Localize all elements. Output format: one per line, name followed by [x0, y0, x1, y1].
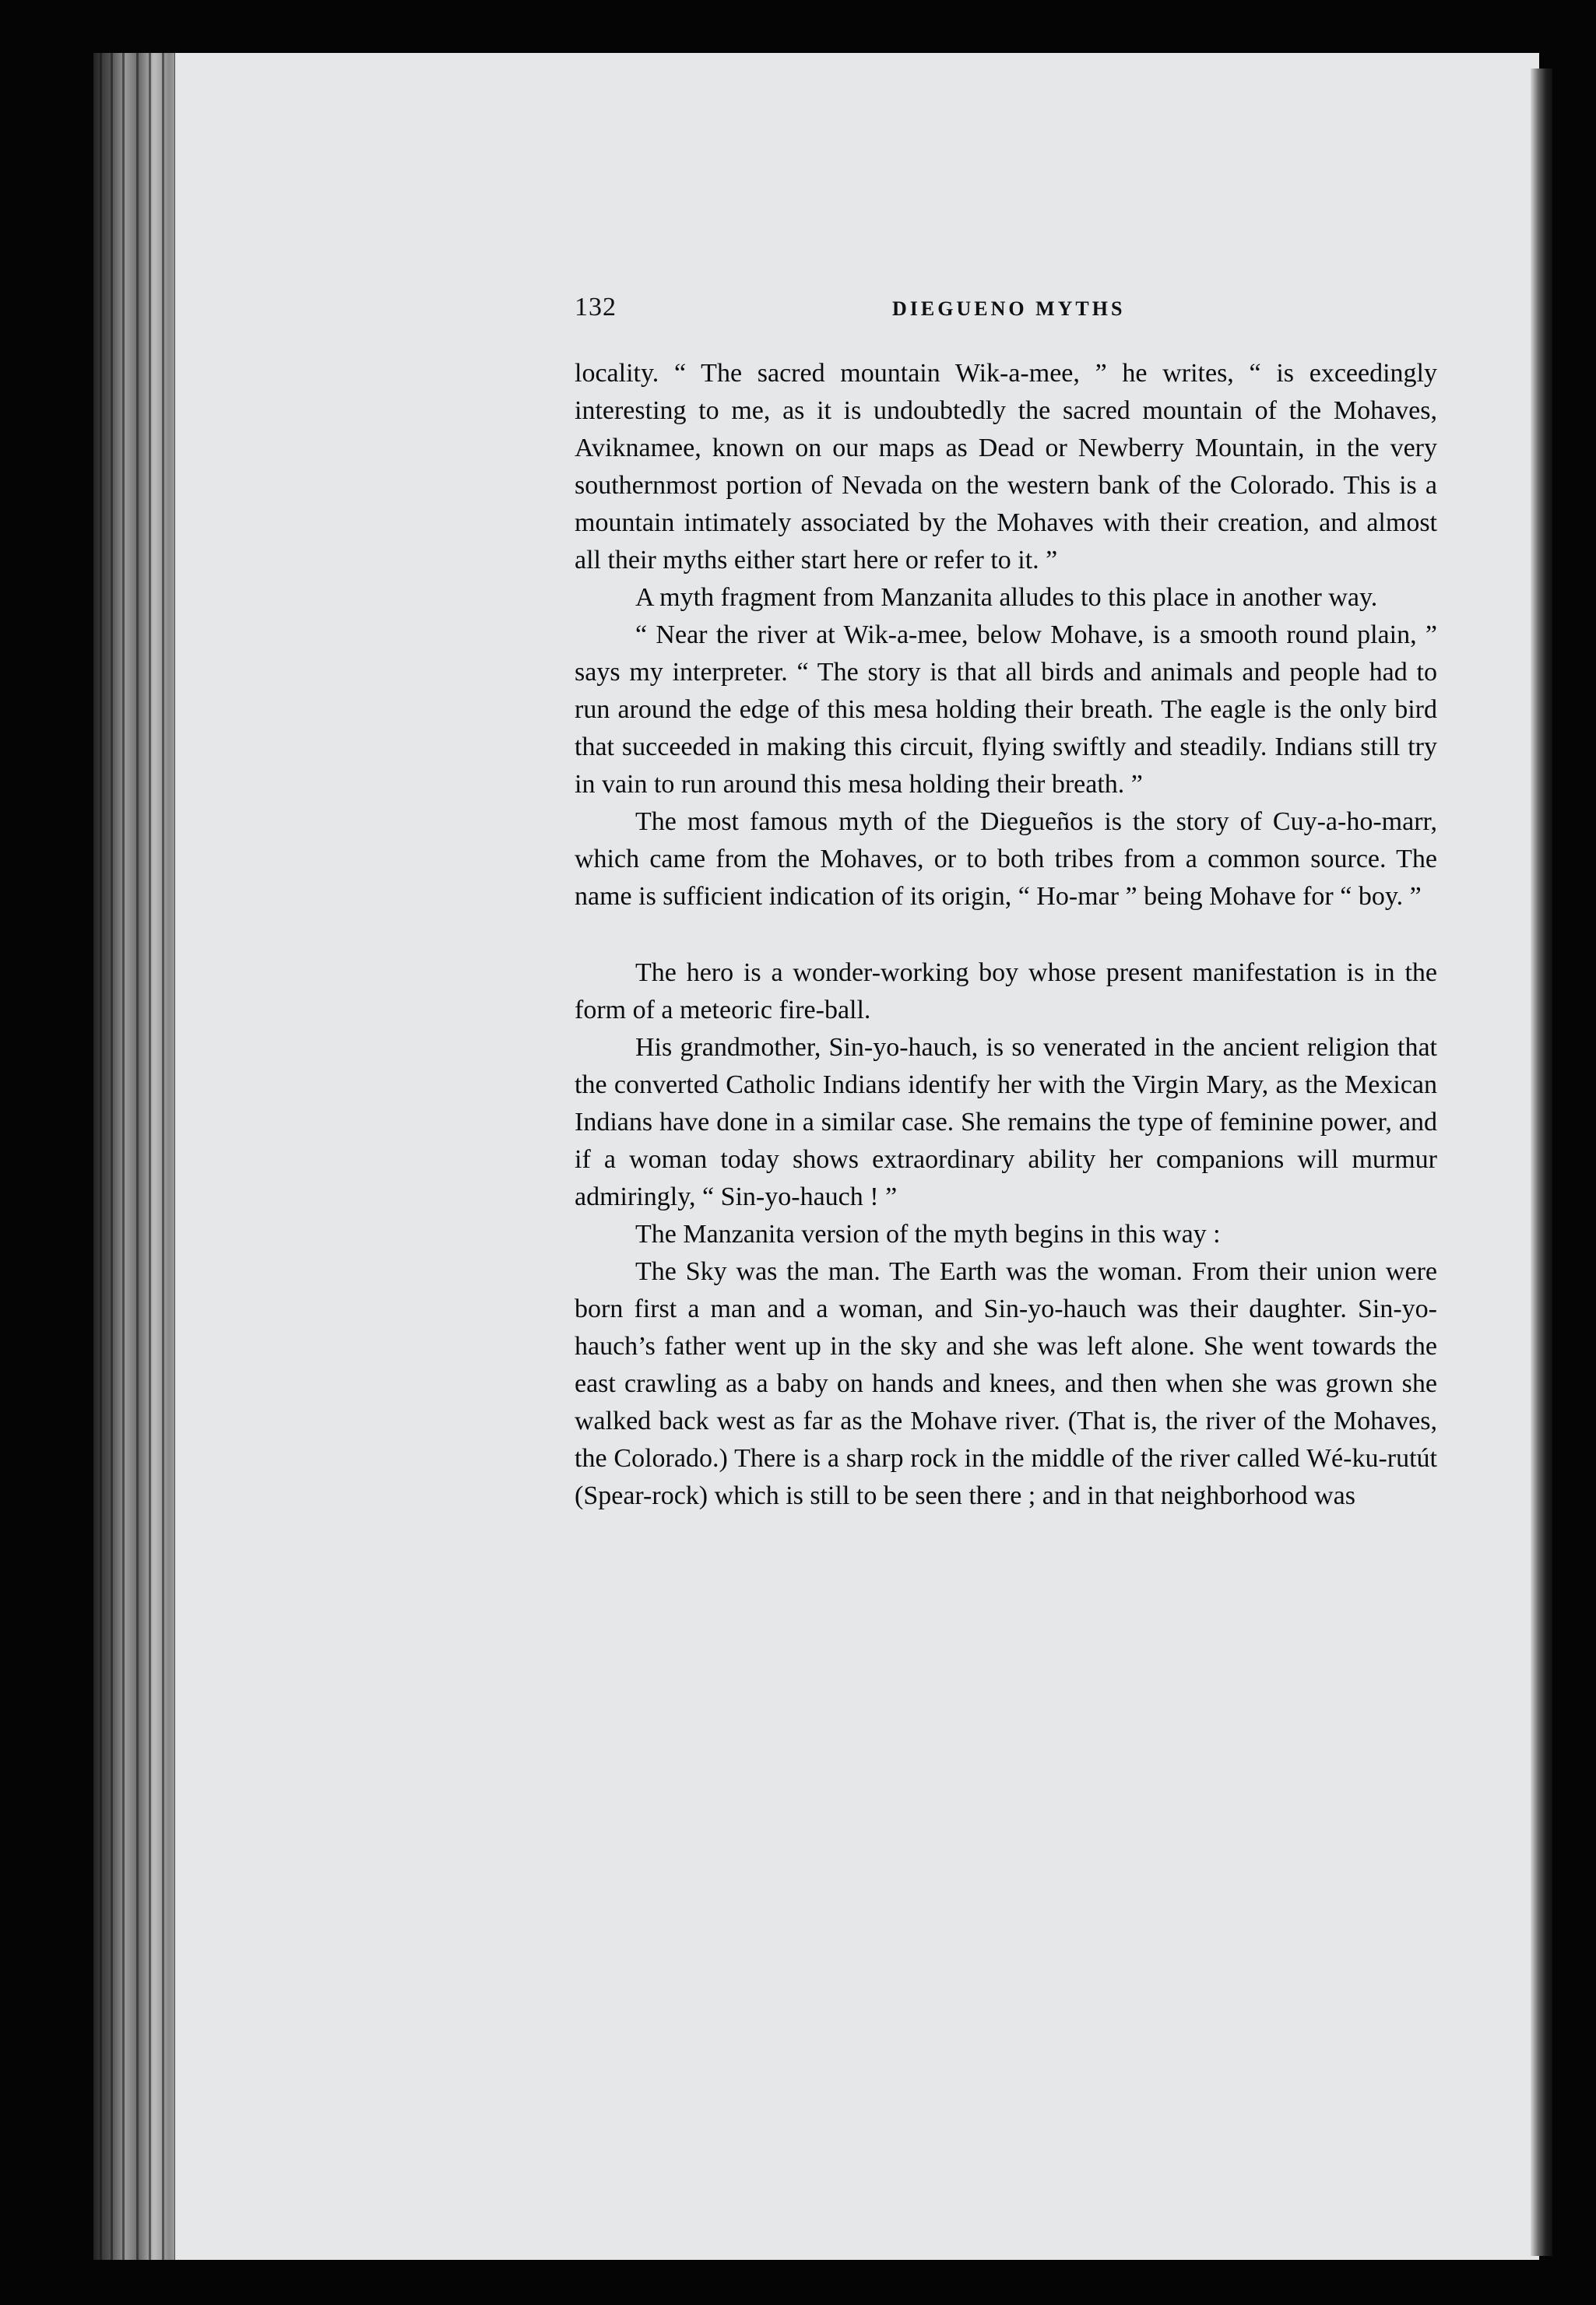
page-number: 132: [575, 293, 617, 322]
paragraph: The Sky was the man. The Earth was the woman. From their union were born first a man and a woman, and Sin-yo-hauch was their daughter. Sin-yo-hauch’s father went up in the sky and she was left alone. She went towards the east crawling as a baby on hands and knees, and then when she was grown she walked back west as far as the Mohave river. (That is, the river of the Mohaves, the Colorado.) There is a sharp rock in the middle of the river called Wé-ku-rutút (Spear-rock) which is still to be seen there ; and in that neighborhood was: [575, 1257, 1437, 1510]
paragraph: The hero is a wonder-working boy whose present manifestation is in the form of a meteoric fire-ball.: [575, 958, 1437, 1024]
paragraph: The Manzanita version of the myth begins in this way :: [635, 1220, 1221, 1249]
book-binding-right: [1531, 69, 1552, 2256]
page-header: [0, 293, 1596, 332]
body-text: [575, 355, 1437, 1515]
page-edge-line: [122, 53, 125, 2260]
page-edge-line: [136, 53, 139, 2260]
section-gap: [575, 915, 1437, 954]
paragraph: The most famous myth of the Diegueños is the story of Cuy-a-ho-marr, which came from the Mohaves, or to both tribes from a common source. The name is sufficient indication of its origin, “ Ho-mar ” being Mohave for “ boy. ”: [575, 807, 1437, 911]
page-edge-line: [111, 53, 113, 2260]
page-edge-line: [149, 53, 151, 2260]
running-title: DIEGUENO MYTHS: [892, 297, 1126, 320]
paragraph: “ Near the river at Wik-a-mee, below Mohave, is a smooth round plain, ” says my interpreter. “ The story is that all birds and animals and people had to run around the edge of this mesa holding their breath. The eagle is the only bird that succeeded in making this circuit, flying swiftly and steadily. Indians still try in vain to run around this mesa holding their breath. ”: [575, 620, 1437, 799]
page-edge-line: [100, 53, 102, 2260]
page-edge-line: [162, 53, 164, 2260]
paragraph: A myth fragment from Manzanita alludes to this place in another way.: [635, 583, 1378, 612]
paragraph: His grandmother, Sin-yo-hauch, is so venerated in the ancient religion that the converted Catholic Indians identify her with the Virgin Mary, as the Mexican Indians have done in a similar case. She remains the type of feminine power, and if a woman today shows extraordinary ability her companions will murmur admiringly, “ Sin-yo-hauch ! ”: [575, 1033, 1437, 1211]
paragraph: locality. “ The sacred mountain Wik-a-mee, ” he writes, “ is exceedingly interesting to me, as it is undoubtedly the sacred mountain of the Mohaves, Aviknamee, known on our maps as Dead or Newberry Mountain, in the very southernmost portion of Nevada on the western bank of the Colorado. This is a mountain intimately associated by the Mohaves with their creation, and almost all their myths either start here or refer to it. ”: [575, 359, 1437, 574]
